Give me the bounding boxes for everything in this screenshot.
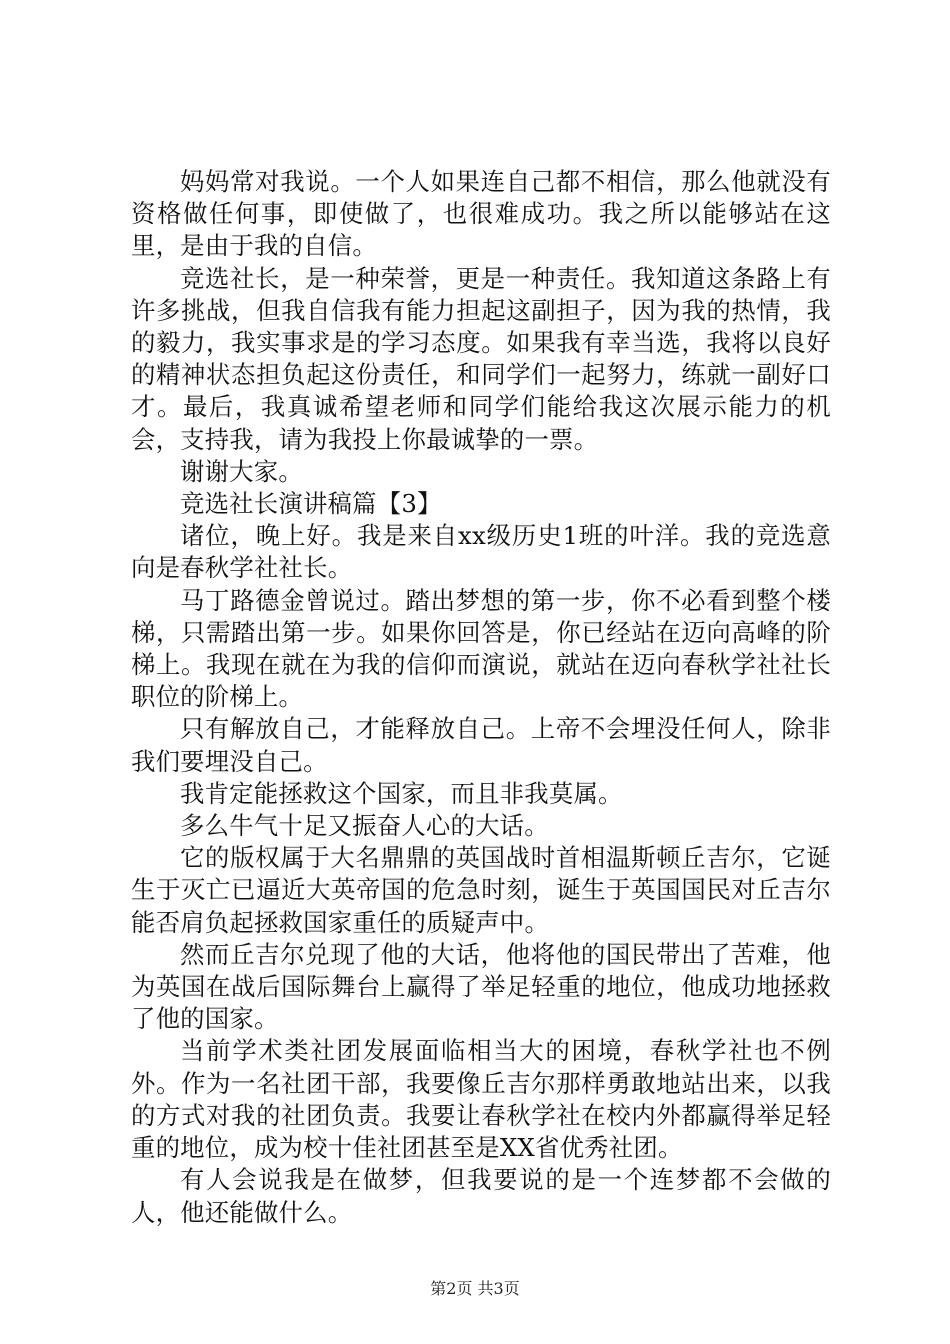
paragraph: 马丁路德金曾说过。踏出梦想的第一步，你不必看到整个楼梯，只需踏出第一步。如果你回答是，你已经站在迈向高峰的阶梯上。我现在就在为我的信仰而演说，就站在迈向春秋学社社长职位的阶梯上。 [131, 585, 831, 712]
paragraph: 它的版权属于大名鼎鼎的英国战时首相温斯顿丘吉尔，它诞生于灭亡已逼近大英帝国的危急时刻，诞生于英国国民对丘吉尔能否肩负起拯救国家重任的质疑声中。 [131, 843, 831, 937]
document-body [131, 166, 831, 1229]
paragraph: 当前学术类社团发展面临相当大的困境，春秋学社也不例外。作为一名社团干部，我要像丘吉尔那样勇敢地站出来，以我的方式对我的社团负责。我要让春秋学社在校内外都赢得举足轻重的地位，成为校十佳社团甚至是XX省优秀社团。 [131, 1036, 831, 1163]
paragraph: 诸位，晚上好。我是来自xx级历史1班的叶洋。我的竞选意向是春秋学社社长。 [131, 521, 831, 583]
page-number-footer: 第2页 共3页 [430, 1279, 520, 1298]
paragraph: 谢谢大家。 [180, 456, 303, 486]
paragraph: 妈妈常对我说。一个人如果连自己都不相信，那么他就没有资格做任何事，即使做了，也很难成功。我之所以能够站在这里，是由于我的自信。 [131, 167, 831, 261]
paragraph: 只有解放自己，才能释放自己。上帝不会埋没任何人，除非我们要埋没自己。 [131, 714, 831, 776]
paragraph: 有人会说我是在做梦，但我要说的是一个连梦都不会做的人，他还能做什么。 [131, 1165, 831, 1227]
section-heading: 竞选社长演讲稿篇【3】 [180, 489, 442, 519]
paragraph: 我肯定能拯救这个国家，而且非我莫属。 [180, 778, 623, 808]
paragraph: 多么牛气十足又振奋人心的大话。 [180, 811, 549, 841]
paragraph: 然而丘吉尔兑现了他的大话，他将他的国民带出了苦难，他为英国在战后国际舞台上赢得了举足轻重的地位，他成功地拯救了他的国家。 [131, 939, 831, 1034]
paragraph: 竞选社长，是一种荣誉，更是一种责任。我知道这条路上有许多挑战，但我自信我有能力担起这副担子，因为我的热情，我的毅力，我实事求是的学习态度。如果我有幸当选，我将以良好的精神状态担负起这份责任，和同学们一起努力，练就一副好口才。最后，我真诚希望老师和同学们能给我这次展示能力的机会，支持我，请为我投上你最诚挚的一票。 [131, 263, 831, 454]
